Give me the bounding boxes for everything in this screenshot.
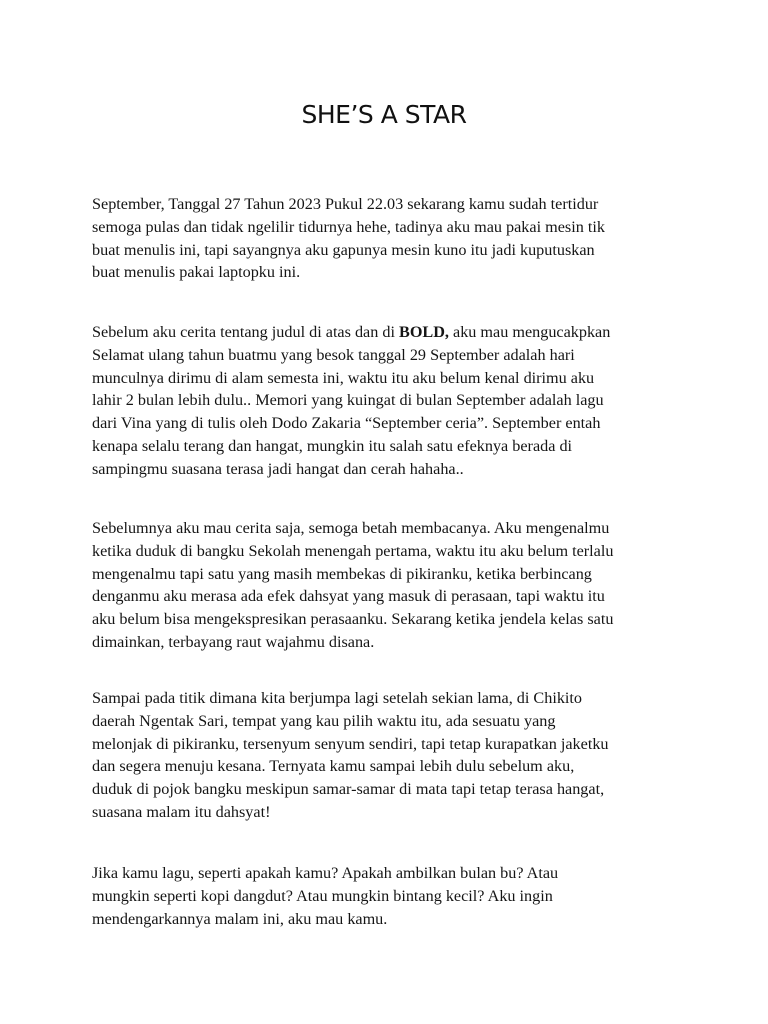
paragraph-4 — [92, 687, 672, 824]
document-title: SHE’S A STAR — [301, 100, 467, 129]
paragraph-line: Selamat ulang tahun buatmu yang besok tanggal 29 September adalah hari — [92, 345, 575, 364]
paragraph-line: September, Tanggal 27 Tahun 2023 Pukul 22.03 sekarang kamu sudah tertidur — [92, 195, 599, 213]
paragraph-line: mengenalmu tapi satu yang masih membekas di pikiranku, ketika berbincang — [92, 564, 592, 583]
paragraph-line: buat menulis pakai laptopku ini. — [92, 263, 301, 282]
paragraph-line: suasana malam itu dahsyat! — [92, 802, 271, 821]
paragraph-line: munculnya dirimu di alam semesta ini, waktu itu aku belum kenal dirimu aku — [92, 368, 595, 387]
paragraph-line: sampingmu suasana terasa jadi hangat dan cerah hahaha.. — [92, 459, 464, 478]
paragraph-line: dari Vina yang di tulis oleh Dodo Zakaria “September ceria”. September entah — [92, 414, 601, 433]
paragraph-line: ketika duduk di bangku Sekolah menengah pertama, waktu itu aku belum terlalu — [92, 541, 614, 560]
paragraph-1 — [92, 193, 672, 284]
paragraph-line: aku belum bisa mengekspresikan perasaanku. Sekarang ketika jendela kelas satu — [92, 610, 614, 629]
paragraph-line: lahir 2 bulan lebih dulu.. Memori yang kuingat di bulan September adalah lagu — [92, 391, 604, 410]
paragraph-line: melonjak di pikiranku, tersenyum senyum sendiri, tapi tetap kurapatkan jaketku — [92, 734, 609, 753]
paragraph-line: buat menulis ini, tapi sayangnya aku gapunya mesin kuno itu jadi kuputuskan — [92, 240, 595, 259]
paragraph-3 — [92, 517, 672, 654]
paragraph-2 — [92, 321, 672, 481]
paragraph-line: Sampai pada titik dimana kita berjumpa lagi setelah sekian lama, di Chikito — [92, 689, 582, 707]
paragraph-line: denganmu aku merasa ada efek dahsyat yang masuk di perasaan, tapi waktu itu — [92, 587, 605, 606]
paragraph-line: dan segera menuju kesana. Ternyata kamu sampai lebih dulu sebelum aku, — [92, 757, 575, 776]
paragraph-line — [92, 321, 672, 344]
paragraph-line: Jika kamu lagu, seperti apakah kamu? Apakah ambilkan bulan bu? Atau — [92, 864, 559, 882]
paragraph-line: dimainkan, terbayang raut wajahmu disana. — [92, 632, 375, 651]
paragraph-line: semoga pulas dan tidak ngelilir tidurnya hehe, tadinya aku mau pakai mesin tik — [92, 217, 605, 236]
paragraph-5 — [92, 862, 672, 930]
bold-text: BOLD, — [399, 323, 449, 341]
paragraph-line: Sebelumnya aku mau cerita saja, semoga betah membacanya. Aku mengenalmu — [92, 519, 610, 537]
paragraph-line: duduk di pojok bangku meskipun samar-samar di mata tapi tetap terasa hangat, — [92, 780, 605, 799]
paragraph-line: daerah Ngentak Sari, tempat yang kau pilih waktu itu, ada sesuatu yang — [92, 711, 556, 730]
paragraph-line: mendengarkannya malam ini, aku mau kamu. — [92, 909, 388, 928]
line-text: aku mau mengucakpkan — [448, 323, 611, 341]
paragraph-line: kenapa selalu terang dan hangat, mungkin itu salah satu efeknya berada di — [92, 436, 573, 455]
line-text: Sebelum aku cerita tentang judul di atas dan di — [92, 323, 400, 341]
paragraph-line: mungkin seperti kopi dangdut? Atau mungkin bintang kecil? Aku ingin — [92, 886, 553, 905]
